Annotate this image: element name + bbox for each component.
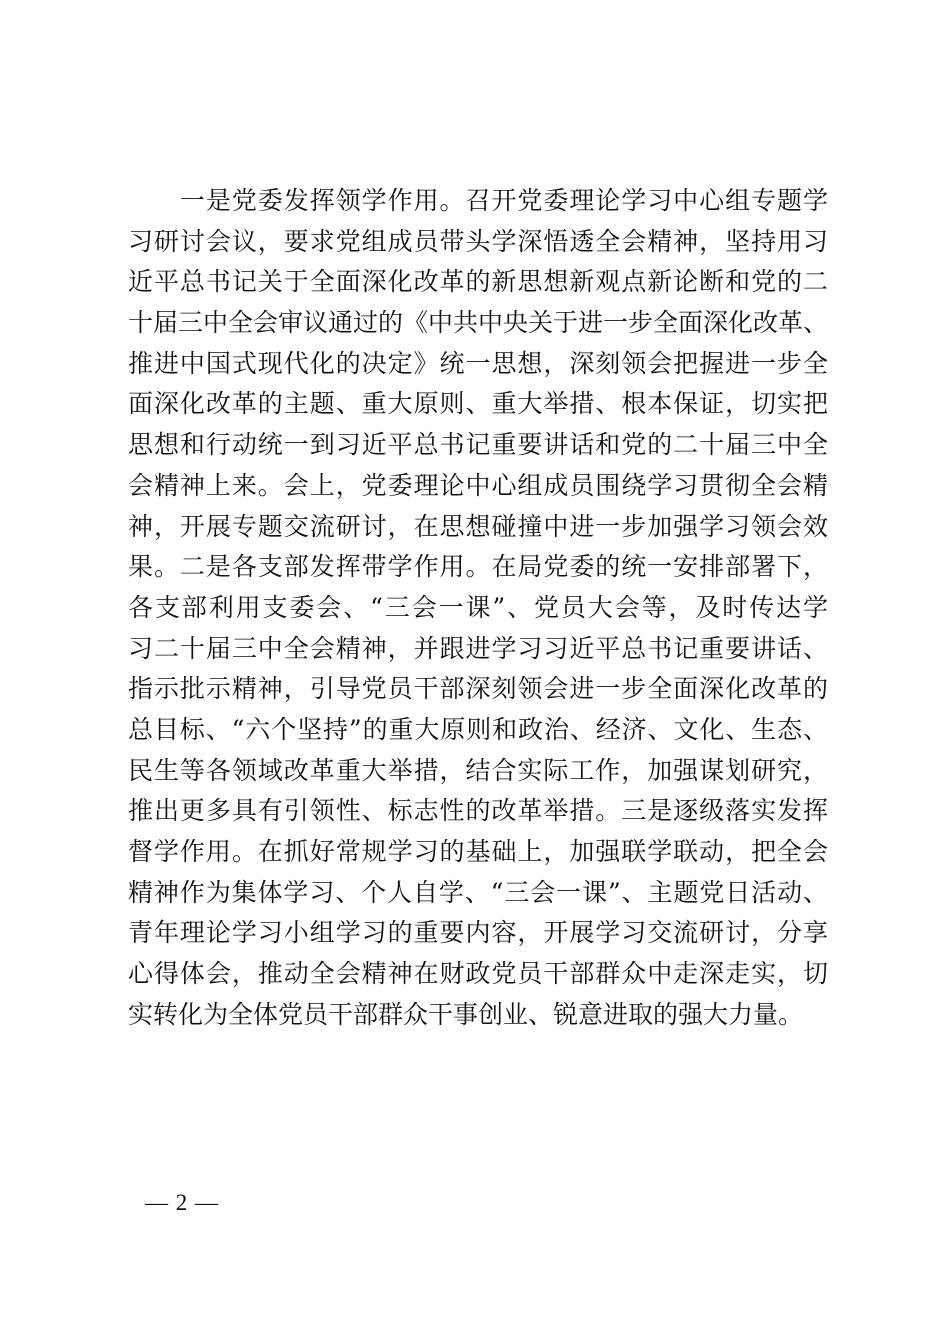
body-paragraph (128, 181, 828, 1035)
text-line: 十届三中全会审议通过的《中共中央关于进一步全面深化改革、 (128, 308, 829, 338)
text-line: 青年理论学习小组学习的重要内容，开展学习交流研讨，分享 (128, 918, 828, 948)
text-line: 各支部利用支委会、“三会一课”、党员大会等，及时传达学 (128, 592, 828, 622)
text-line: 一是党委发挥领学作用。召开党委理论学习中心组专题学 (128, 186, 828, 215)
text-line: 指示批示精神，引导党员干部深刻领会进一步全面深化改革的 (128, 674, 828, 704)
text-line: 督学作用。在抓好常规学习的基础上，加强联学联动，把全会 (128, 837, 828, 866)
text-line: 精神作为集体学习、个人自学、“三会一课”、主题党日活动、 (128, 877, 828, 907)
text-line: 总目标、“六个坚持”的重大原则和政治、经济、文化、生态、 (128, 714, 828, 744)
text-line: 习二十届三中全会精神，并跟进学习习近平总书记重要讲话、 (128, 633, 828, 663)
text-line: 面深化改革的主题、重大原则、重大举措、根本保证，切实把 (128, 389, 828, 419)
text-line: 神，开展专题交流研讨，在思想碰撞中进一步加强学习领会效 (128, 511, 828, 541)
text-line: 思想和行动统一到习近平总书记重要讲话和党的二十届三中全 (128, 430, 828, 460)
text-line: 推进中国式现代化的决定》统一思想，深刻领会把握进一步全 (128, 348, 828, 378)
text-line: 果。二是各支部发挥带学作用。在局党委的统一安排部署下， (128, 552, 828, 582)
text-line: 推出更多具有引领性、标志性的改革举措。三是逐级落实发挥 (128, 796, 828, 826)
text-line: 民生等各领域改革重大举措，结合实际工作，加强谋划研究， (128, 755, 828, 785)
text-line: 习研讨会议，要求党组成员带头学深悟透全会精神，坚持用习 (128, 226, 828, 256)
page-number: — 2 — (145, 1190, 219, 1215)
text-line: 近平总书记关于全面深化改革的新思想新观点新论断和党的二 (128, 267, 828, 297)
text-line: 会精神上来。会上，党委理论中心组成员围绕学习贯彻全会精 (128, 470, 828, 500)
text-line: 实转化为全体党员干部群众干事创业、锐意进取的强大力量。 (128, 999, 804, 1029)
text-line: 心得体会，推动全会精神在财政党员干部群众中走深走实，切 (128, 959, 828, 989)
